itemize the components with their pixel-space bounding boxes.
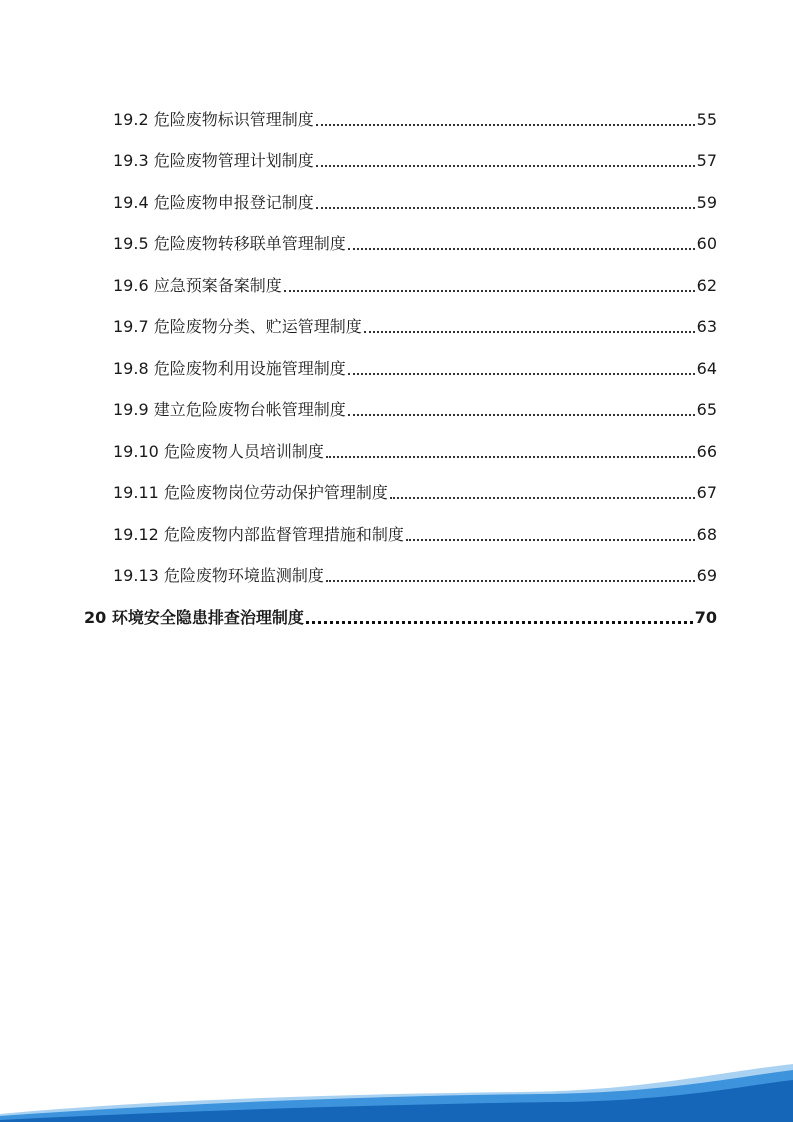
toc-chapter-label: 20 环境安全隐患排查治理制度: [84, 608, 304, 627]
dot-leader: [348, 373, 695, 375]
toc-entry-label: 19.3 危险废物管理计划制度: [113, 151, 314, 170]
toc-entry-label: 19.13 危险废物环境监测制度: [113, 566, 324, 585]
toc-page-number: 67: [696, 483, 717, 502]
toc-page-number: 69: [696, 566, 717, 585]
dot-leader: [306, 621, 693, 624]
toc-entry-label: 19.9 建立危险废物台帐管理制度: [113, 400, 346, 419]
toc-entry-19-10[interactable]: [113, 438, 717, 462]
toc-page-number: 57: [696, 151, 717, 170]
dot-leader: [326, 456, 695, 458]
toc-entry-19-11[interactable]: [113, 479, 717, 503]
dot-leader: [316, 207, 695, 209]
toc-page-number: 68: [696, 525, 717, 544]
toc-entry-label: 19.11 危险废物岗位劳动保护管理制度: [113, 483, 388, 502]
toc-entry-label: 19.4 危险废物申报登记制度: [113, 193, 314, 212]
toc-entry-label: 19.6 应急预案备案制度: [113, 276, 282, 295]
toc-entry-19-12[interactable]: [113, 521, 717, 545]
toc-entry-19-8[interactable]: [113, 355, 717, 379]
toc-entry-label: 19.2 危险废物标识管理制度: [113, 110, 314, 129]
dot-leader: [284, 290, 695, 292]
toc-page-number: 63: [696, 317, 717, 336]
dot-leader: [406, 539, 695, 541]
dot-leader: [390, 497, 695, 499]
toc-page-number: 59: [696, 193, 717, 212]
toc-entry-19-3[interactable]: [113, 147, 717, 171]
toc-entry-19-4[interactable]: [113, 189, 717, 213]
toc-page-number: 62: [696, 276, 717, 295]
toc-entry-19-9[interactable]: [113, 396, 717, 420]
toc-page-number: 64: [696, 359, 717, 378]
dot-leader: [316, 165, 695, 167]
toc-entry-label: 19.8 危险废物利用设施管理制度: [113, 359, 346, 378]
toc-entry-label: 19.5 危险废物转移联单管理制度: [113, 234, 346, 253]
dot-leader: [364, 331, 695, 333]
toc-page-number: 66: [696, 442, 717, 461]
toc-chapter-20[interactable]: [84, 604, 717, 628]
dot-leader: [316, 124, 695, 126]
toc-page-number: 60: [696, 234, 717, 253]
dot-leader: [348, 414, 695, 416]
toc-entry-label: 19.7 危险废物分类、贮运管理制度: [113, 317, 362, 336]
toc-page-number: 55: [696, 110, 717, 129]
toc-entry-19-2[interactable]: [113, 106, 717, 130]
toc-entry-label: 19.10 危险废物人员培训制度: [113, 442, 324, 461]
toc-entry-19-13[interactable]: [113, 562, 717, 586]
footer-wave-decoration: [0, 1050, 793, 1122]
dot-leader: [326, 580, 695, 582]
dot-leader: [348, 248, 695, 250]
toc-entry-19-7[interactable]: [113, 313, 717, 337]
toc-page-number: 70: [694, 608, 717, 627]
toc-page-number: 65: [696, 400, 717, 419]
toc-entry-label: 19.12 危险废物内部监督管理措施和制度: [113, 525, 404, 544]
toc-entry-19-6[interactable]: [113, 272, 717, 296]
toc-entry-19-5[interactable]: [113, 230, 717, 254]
